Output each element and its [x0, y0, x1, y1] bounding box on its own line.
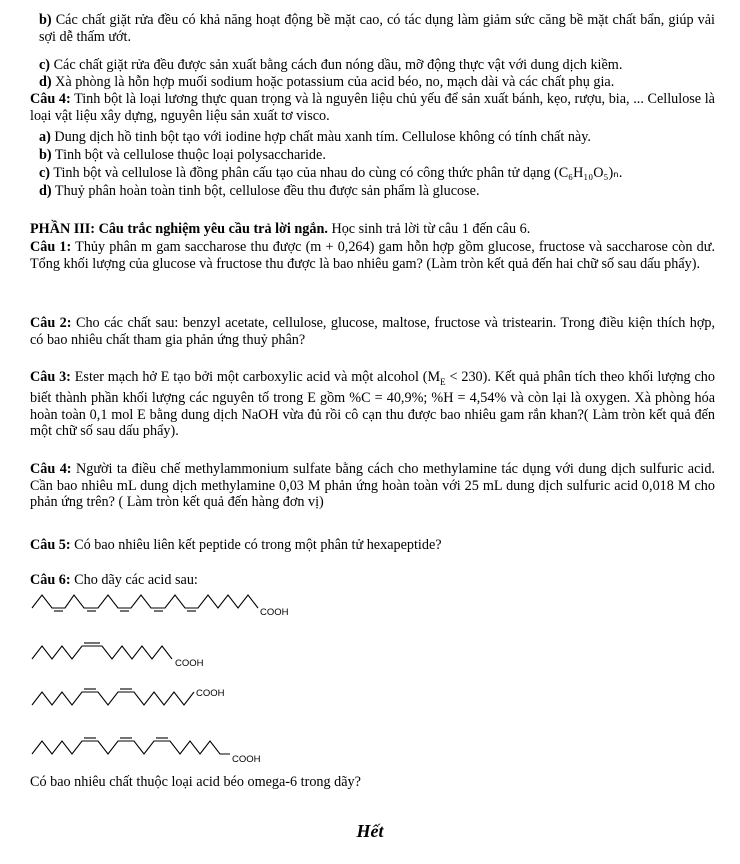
skeletal-formula-1	[30, 588, 300, 624]
fatty-acid-structure	[30, 588, 300, 624]
question-4-stem	[30, 91, 715, 124]
carboxyl-group-label: COOH	[175, 658, 204, 669]
section-heading	[30, 221, 715, 238]
carboxyl-group-label: COOH	[260, 607, 289, 618]
statement-text: Các chất giặt rửa đều có khả năng hoạt động bề mặt cao, có tác dụng làm giảm sức căng bề mặt chất bẩn, giúp vải sợi dễ thấm ướt.	[39, 12, 715, 45]
question-text: Người ta điều chế methylammonium sulfate bằng cách cho methylamine tác dụng với dung dịch sulfuric acid. Cần bao nhiêu mL dung dịch methylamine 0,03 M phản ứng hoàn toàn với 25 mL dung dịch sulfuric acid 0,018 M cho phản ứng trên? ( Làm tròn kết quả đến hàng đơn vị)	[30, 461, 715, 510]
statement-text: Các chất giặt rửa đều được sản xuất bằng cách đun nóng dầu, mỡ động thực vật với dung dịch kiềm.	[53, 57, 623, 73]
statement-d	[39, 183, 715, 200]
question-text: Có bao nhiêu chất thuộc loại acid béo omega-6 trong dãy?	[30, 774, 361, 790]
question-text: Tinh bột là loại lương thực quan trọng và là nguyên liệu chủ yếu để sản xuất bánh, kẹo, rượu, bia, ... Cellulose là loại vật liệu xây dựng, nguyên liệu sản xuất tơ visco.	[30, 91, 715, 124]
question-6	[30, 572, 715, 589]
statement-text: Tinh bột và cellulose là đồng phân cấu tạo của nhau do cùng có công thức phân tử dạng	[53, 165, 551, 181]
question-label: Câu 3:	[30, 369, 71, 385]
end-mark: Hết	[356, 821, 384, 841]
section-instruction: Học sinh trả lời từ câu 1 đến câu 6.	[331, 221, 531, 237]
statement-text: Tinh bột và cellulose thuộc loại polysaccharide.	[54, 147, 326, 163]
statement-label: b)	[39, 147, 52, 163]
molar-mass-subscript: E	[440, 376, 446, 387]
statement-c	[39, 165, 715, 182]
question-5	[30, 537, 715, 554]
question-label: Câu 1:	[30, 239, 72, 255]
question-label: Câu 4:	[30, 91, 71, 107]
statement-c	[39, 57, 715, 74]
statement-label: d)	[39, 183, 52, 199]
question-1	[30, 239, 715, 272]
fatty-acid-structure	[30, 685, 300, 721]
statement-label: a)	[39, 129, 51, 145]
statement-text: Xà phòng là hỗn hợp muối sodium hoặc potassium của acid béo, no, mạch dài và các chất phụ gia.	[55, 74, 615, 90]
question-text-continued: < 230). Kết quả phân tích theo khối lượng cho biết thành phần khối lượng các nguyên tố trong E gồm %C = 40,9%; %H = 4,54% và còn lại là oxygen. Xà phòng hóa hoàn toàn 0,1 mol E bằng dung dịch NaOH vừa đủ rồi cô cạn thu được bao nhiêu gam rắn khan?( Làm tròn kết quả đến một chữ số sau dấu phẩy).	[30, 369, 715, 440]
statement-text: Dung dịch hồ tinh bột tạo với iodine hợp chất màu xanh tím. Cellulose không có tính chất này.	[54, 129, 591, 145]
question-2	[30, 315, 715, 348]
question-text: Có bao nhiêu liên kết peptide có trong một phân tử hexapeptide?	[74, 537, 442, 553]
fatty-acid-structure	[30, 639, 300, 675]
statement-label: b)	[39, 12, 52, 28]
question-label: Câu 5:	[30, 537, 71, 553]
section-title: PHẦN III: Câu trắc nghiệm yêu cầu trả lời ngắn.	[30, 221, 328, 237]
question-label: Câu 6:	[30, 572, 71, 588]
statement-b	[39, 12, 715, 45]
statement-a	[39, 129, 715, 146]
question-label: Câu 2:	[30, 315, 72, 331]
question-text: Ester mạch hở E tạo bởi một carboxylic acid và một alcohol (M	[74, 369, 441, 385]
carboxyl-group-label: COOH	[196, 688, 225, 699]
question-text: Cho dãy các acid sau:	[74, 572, 198, 588]
fatty-acid-structure	[30, 734, 300, 770]
statement-d	[39, 74, 715, 91]
statement-label: d)	[39, 74, 52, 90]
question-text: Thủy phân m gam saccharose thu được (m + 0,264) gam hỗn hợp gồm glucose, fructose và saccharose còn dư. Tổng khối lượng của glucose và fructose thu được là bao nhiêu gam? (Làm tròn kết quả đến hai chữ số sau dấu phẩy).	[30, 239, 715, 272]
statement-label: c)	[39, 57, 51, 73]
question-text: Cho các chất sau: benzyl acetate, cellulose, glucose, maltose, fructose và tristearin. Trong điều kiện thích hợp, có bao nhiêu chất tham gia phản ứng thuỷ phân?	[30, 315, 715, 348]
question-3	[30, 369, 715, 440]
skeletal-formula-2	[30, 639, 300, 675]
statement-label: c)	[39, 165, 51, 181]
skeletal-formula-4	[30, 734, 300, 770]
question-6-ask	[30, 774, 715, 791]
question-label: Câu 4:	[30, 461, 72, 477]
statement-text: Thuỷ phân hoàn toàn tinh bột, cellulose đều thu được sản phẩm là glucose.	[54, 183, 480, 199]
question-4	[30, 461, 715, 511]
carboxyl-group-label: COOH	[232, 754, 261, 765]
skeletal-formula-3	[30, 685, 300, 721]
formula: (C₆H₁₀O₅)ₙ.	[553, 165, 623, 181]
statement-b	[39, 147, 715, 164]
